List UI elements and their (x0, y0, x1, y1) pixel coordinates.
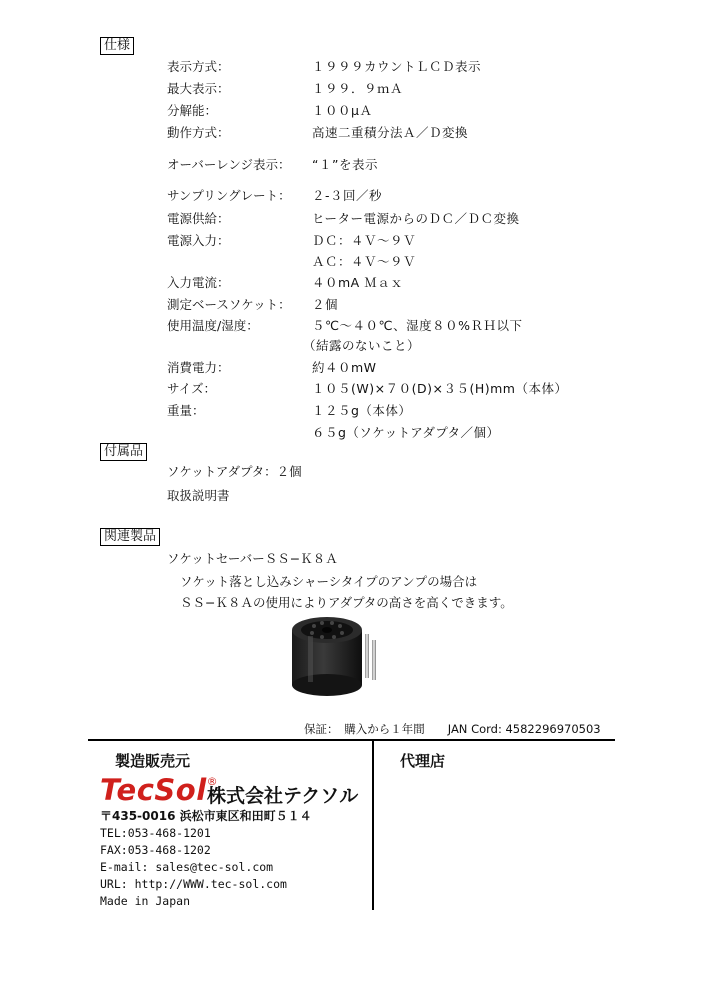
spec-label: 最大表示： (167, 81, 230, 96)
related-product-desc: ソケット落とし込みシャーシタイプのアンプの場合は (180, 574, 478, 589)
spec-value: ＡＣ：４Ｖ～９Ｖ (312, 254, 417, 269)
spec-value: １９９９カウントＬＣＤ表示 (312, 59, 482, 74)
tecsol-logo: TecSol® (100, 773, 219, 807)
spec-row (0, 186, 707, 208)
spec-value: ２個 (312, 297, 339, 312)
spec-value: １００μＡ (312, 103, 373, 118)
spec-value: ２-３回／秒 (312, 188, 383, 203)
agent-heading: 代理店 (400, 752, 446, 770)
spec-label: 表示方式： (167, 59, 230, 74)
spec-row (0, 401, 707, 423)
company-address: 〒435-0016 浜松市東区和田町５１４ (100, 809, 312, 823)
section-heading-spec: 仕様 (100, 37, 134, 55)
spec-label: サンプリングレート： (167, 188, 291, 203)
company-email: E-mail: sales@tec-sol.com (100, 860, 274, 874)
spec-value: “１”を表示 (312, 157, 378, 172)
spec-label: 電源供給： (167, 211, 230, 226)
related-product-name: ソケットセーバーＳＳ−Ｋ８Ａ (167, 551, 338, 566)
spec-value: １０５(W)×７０(D)×３５(H)mm（本体） (312, 381, 568, 396)
spec-row (0, 155, 707, 177)
spec-value: （結露のないこと） (303, 338, 421, 353)
spec-row (0, 101, 707, 123)
spec-value: １９９．９ｍＡ (312, 81, 404, 96)
spec-row (0, 295, 707, 317)
spec-label: 入力電流： (167, 275, 230, 290)
spec-label: 分解能： (167, 103, 218, 118)
spec-label: サイズ： (167, 381, 217, 396)
spec-label: 使用温度/湿度： (167, 318, 259, 333)
related-product-desc: ＳＳ−Ｋ８Ａの使用によりアダプタの高さを高くできます。 (180, 595, 513, 610)
spec-label: 電源入力： (167, 233, 230, 248)
made-in: Made in Japan (100, 894, 191, 908)
warranty-info: 保証： 購入から１年間 JAN Cord: 4582296970503 (304, 722, 601, 736)
spec-row (0, 231, 707, 253)
socket-saver-photo (272, 612, 392, 707)
spec-label: 重量： (167, 403, 205, 418)
spec-row (0, 79, 707, 101)
section-heading-accessories: 付属品 (100, 443, 147, 461)
section-heading-related: 関連製品 (100, 528, 160, 546)
spec-row (0, 316, 707, 338)
maker-heading: 製造販売元 (115, 752, 191, 770)
spec-label: 測定ベースソケット： (167, 297, 291, 312)
spec-row (0, 423, 707, 445)
footer-vertical-divider (372, 740, 374, 910)
spec-row (0, 358, 707, 380)
spec-value: ＤＣ：４Ｖ～９Ｖ (312, 233, 417, 248)
company-tel: TEL:053-468-1201 (100, 826, 211, 840)
spec-label: 消費電力： (167, 360, 230, 375)
spec-row (0, 336, 707, 358)
spec-value: ５℃～４０℃、湿度８０%ＲＨ以下 (312, 318, 523, 333)
spec-row (0, 252, 707, 274)
footer-divider (88, 739, 615, 741)
spec-value: ヒーター電源からのＤＣ／ＤＣ変換 (312, 211, 520, 226)
accessory-item: ソケットアダプタ：２個 (167, 464, 302, 479)
spec-value: ４０mA Ｍａｘ (312, 275, 404, 290)
spec-row (0, 123, 707, 145)
accessory-item: 取扱説明書 (167, 488, 230, 503)
spec-value: 約４０mW (312, 360, 377, 375)
spec-row (0, 273, 707, 295)
company-url: URL: http://WWW.tec-sol.com (100, 877, 287, 891)
company-name: 株式会社テクソル (207, 785, 359, 807)
spec-value: １２５g（本体） (312, 403, 412, 418)
spec-value: ６５g（ソケットアダプタ／個） (312, 425, 500, 440)
spec-label: オーバーレンジ表示： (167, 157, 291, 172)
company-fax: FAX:053-468-1202 (100, 843, 211, 857)
spec-row (0, 209, 707, 231)
spec-label: 動作方式： (167, 125, 230, 140)
spec-row (0, 379, 707, 401)
spec-row (0, 57, 707, 79)
spec-value: 高速二重積分法Ａ／Ｄ変換 (312, 125, 469, 140)
